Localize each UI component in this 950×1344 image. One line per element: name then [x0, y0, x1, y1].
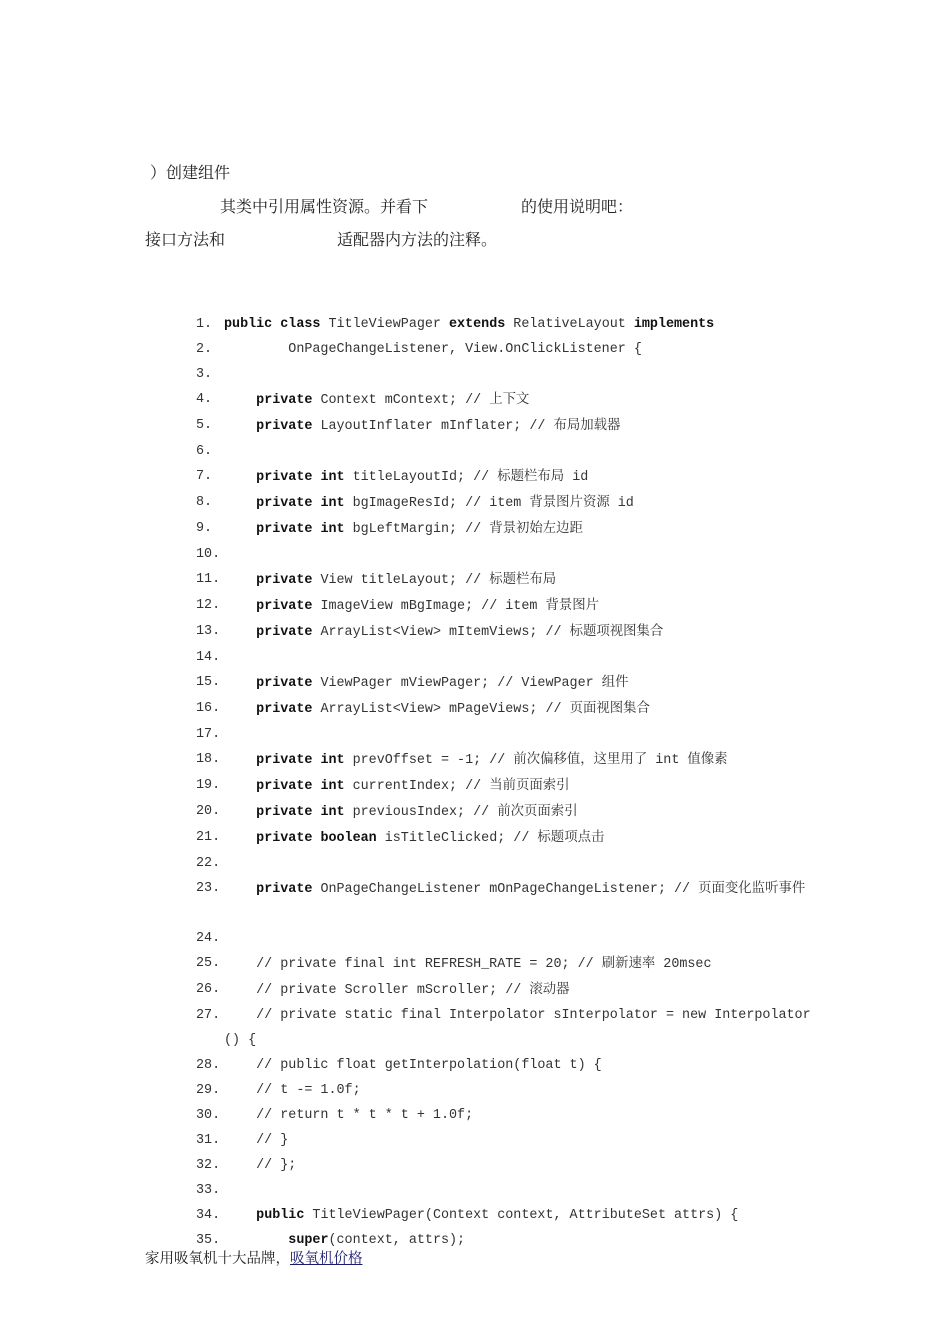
- code-text: [224, 1078, 361, 1103]
- code-token: OnPageChangeListener, View.OnClickListener {: [224, 342, 642, 357]
- code-line: [196, 825, 816, 851]
- code-keyword: private: [256, 599, 313, 614]
- code-token: LayoutInflater mInflater; //: [312, 419, 554, 434]
- code-text: [224, 1003, 816, 1053]
- code-token: [224, 393, 256, 408]
- code-token: // private static final Interpolator sInterpolator = new Interpolator() {: [224, 1008, 811, 1048]
- code-token: [224, 599, 256, 614]
- code-token: // private Scroller mScroller; //: [224, 983, 530, 998]
- code-token: prevOffset = -1; //: [344, 753, 514, 768]
- line-number: 13.: [196, 624, 221, 639]
- code-token: ArrayList<View> mItemViews; //: [312, 625, 570, 640]
- code-line: [196, 799, 816, 825]
- code-text: [224, 876, 805, 926]
- code-text: [224, 387, 529, 413]
- line-number: 5.: [196, 418, 213, 433]
- code-token: // }: [224, 1133, 289, 1148]
- code-token: isTitleClicked; //: [376, 831, 538, 846]
- code-keyword: extends: [449, 317, 506, 332]
- line-number: 31.: [196, 1133, 221, 1148]
- code-comment: 前次偏移值，这里用了: [513, 752, 648, 767]
- code-line: [196, 977, 816, 1003]
- code-line: [196, 645, 816, 670]
- code-comment: 背景图片资源: [529, 495, 610, 510]
- code-line: [196, 1103, 816, 1128]
- line-number: 15.: [196, 675, 221, 690]
- code-text: [224, 619, 663, 645]
- intro-line-1a: 其类中引用属性资源。并看下: [220, 197, 429, 216]
- code-token: // return t * t * t + 1.0f;: [224, 1108, 474, 1123]
- code-token: // t -= 1.0f;: [224, 1083, 361, 1098]
- code-line: [196, 1178, 816, 1203]
- code-line: [196, 951, 816, 977]
- code-text: [224, 1153, 296, 1178]
- code-line: [196, 362, 816, 387]
- code-line: [196, 670, 816, 696]
- code-text: [224, 773, 570, 799]
- code-comment: 背景初始左边距: [489, 521, 583, 536]
- code-keyword: private: [256, 573, 313, 588]
- code-comment: 布局加载器: [553, 418, 621, 433]
- code-comment: 值像素: [687, 752, 728, 767]
- code-keyword: private int: [256, 470, 345, 485]
- code-token: // };: [224, 1158, 297, 1173]
- code-line: [196, 593, 816, 619]
- code-line: [196, 387, 816, 413]
- code-comment: 上下文: [489, 392, 530, 407]
- code-keyword: implements: [633, 317, 715, 332]
- code-line: [196, 1153, 816, 1178]
- code-token: [224, 1208, 256, 1223]
- code-token: [224, 496, 256, 511]
- code-keyword: private: [256, 882, 313, 897]
- code-text: [224, 413, 620, 439]
- code-token: [224, 1233, 288, 1248]
- code-text: [224, 490, 634, 516]
- code-line: [196, 312, 816, 337]
- code-token: Context mContext; //: [312, 393, 490, 408]
- code-line: [196, 542, 816, 567]
- code-keyword: public: [256, 1208, 305, 1223]
- code-text: [224, 516, 583, 542]
- code-token: ArrayList<View> mPageViews; //: [312, 702, 570, 717]
- code-text: [224, 670, 628, 696]
- code-token: bgImageResId; // item: [344, 496, 530, 511]
- code-keyword: private: [256, 419, 313, 434]
- line-number: 25.: [196, 956, 221, 971]
- code-keyword: private boolean: [256, 831, 377, 846]
- line-number: 14.: [196, 650, 221, 665]
- code-text: [224, 312, 714, 337]
- section-heading: ）创建组件: [150, 163, 231, 182]
- code-comment: 标题栏布局: [489, 572, 557, 587]
- code-token: TitleViewPager(Context context, AttributeSet attrs) {: [304, 1208, 739, 1223]
- code-token: TitleViewPager: [320, 317, 450, 332]
- code-token: titleLayoutId; //: [344, 470, 498, 485]
- code-keyword: private int: [256, 496, 345, 511]
- line-number: 17.: [196, 727, 221, 742]
- code-line: [196, 926, 816, 951]
- code-line: [196, 516, 816, 542]
- code-token: previousIndex; //: [344, 805, 498, 820]
- code-token: currentIndex; //: [344, 779, 490, 794]
- code-token: [224, 779, 256, 794]
- line-number: 10.: [196, 547, 221, 562]
- line-number: 33.: [196, 1183, 221, 1198]
- intro-line-1b: 的使用说明吧：: [521, 197, 634, 216]
- code-token: (context, attrs);: [328, 1233, 466, 1248]
- code-text: [224, 337, 642, 362]
- line-number: 20.: [196, 804, 221, 819]
- code-text: [224, 799, 578, 825]
- code-token: ViewPager mViewPager; // ViewPager: [312, 676, 602, 691]
- code-text: [224, 951, 712, 977]
- line-number: 2.: [196, 342, 213, 357]
- line-number: 4.: [196, 392, 213, 407]
- code-line: [196, 747, 816, 773]
- code-keyword: private: [256, 393, 313, 408]
- code-token: [224, 522, 256, 537]
- code-text: [224, 567, 556, 593]
- code-text: [224, 464, 588, 490]
- code-token: // public float getInterpolation(float t) {: [224, 1058, 602, 1073]
- code-line: [196, 1203, 816, 1228]
- code-token: [224, 882, 256, 897]
- intro-line-2a: 接口方法和: [145, 230, 226, 249]
- code-token: [224, 470, 256, 485]
- code-text: [224, 1203, 738, 1228]
- code-line: [196, 722, 816, 747]
- line-number: 16.: [196, 701, 221, 716]
- code-keyword: private int: [256, 522, 345, 537]
- code-comment: 刷新速率: [601, 956, 656, 971]
- code-token: bgLeftMargin; //: [344, 522, 490, 537]
- code-text: [224, 1053, 602, 1078]
- code-comment: 页面视图集合: [569, 701, 650, 716]
- code-line: [196, 567, 816, 593]
- code-line: [196, 619, 816, 645]
- footer-text: 家用吸氧机十大品牌，: [145, 1251, 290, 1267]
- code-listing: [196, 312, 816, 1253]
- line-number: 9.: [196, 521, 213, 536]
- code-token: [224, 676, 256, 691]
- code-text: [224, 825, 604, 851]
- code-line: [196, 1003, 816, 1053]
- code-token: int: [647, 753, 688, 768]
- code-keyword: private: [256, 676, 313, 691]
- line-number: 28.: [196, 1058, 221, 1073]
- code-line: [196, 1053, 816, 1078]
- line-number: 11.: [196, 572, 221, 587]
- code-token: [224, 805, 256, 820]
- line-number: 18.: [196, 752, 221, 767]
- code-text: [224, 593, 599, 619]
- code-comment: 组件: [601, 675, 629, 690]
- code-token: // private final int REFRESH_RATE = 20; //: [224, 957, 602, 972]
- code-comment: 标题项点击: [537, 830, 605, 845]
- code-token: [224, 753, 256, 768]
- code-keyword: private int: [256, 779, 345, 794]
- code-token: OnPageChangeListener mOnPageChangeListener; //: [312, 882, 699, 897]
- line-number: 34.: [196, 1208, 221, 1223]
- code-text: [224, 977, 570, 1003]
- code-text: [224, 1128, 288, 1153]
- line-number: 22.: [196, 856, 221, 871]
- line-number: 19.: [196, 778, 221, 793]
- code-token: [224, 625, 256, 640]
- code-line: [196, 413, 816, 439]
- code-token: [224, 831, 256, 846]
- line-number: 1.: [196, 317, 213, 332]
- intro-line-2b: 适配器内方法的注释。: [337, 230, 498, 249]
- line-number: 26.: [196, 982, 221, 997]
- code-comment: 标题项视图集合: [569, 624, 664, 639]
- code-keyword: super: [288, 1233, 329, 1248]
- code-token: id: [609, 496, 634, 511]
- code-keyword: private: [256, 702, 313, 717]
- line-number: 7.: [196, 469, 213, 484]
- code-comment: 背景图片: [545, 598, 600, 613]
- code-token: ImageView mBgImage; // item: [312, 599, 546, 614]
- code-line: [196, 464, 816, 490]
- code-comment: 标题栏布局: [497, 469, 565, 484]
- code-line: [196, 851, 816, 876]
- line-number: 24.: [196, 931, 221, 946]
- code-line: [196, 1078, 816, 1103]
- code-comment: 当前页面索引: [489, 778, 570, 793]
- line-number: 27.: [196, 1008, 221, 1023]
- code-line: [196, 696, 816, 722]
- code-line: [196, 337, 816, 362]
- code-line: [196, 490, 816, 516]
- line-number: 21.: [196, 830, 221, 845]
- code-token: RelativeLayout: [505, 317, 634, 332]
- code-text: [224, 696, 650, 722]
- code-text: [224, 747, 728, 773]
- code-keyword: private int: [256, 753, 345, 768]
- footer: [145, 1247, 363, 1268]
- code-keyword: private int: [256, 805, 345, 820]
- code-token: View titleLayout; //: [312, 573, 490, 588]
- code-keyword: public class: [224, 317, 321, 332]
- code-token: 20msec: [655, 957, 712, 972]
- code-comment: 前次页面索引: [497, 804, 578, 819]
- line-number: 35.: [196, 1233, 221, 1248]
- code-token: [224, 573, 256, 588]
- line-number: 6.: [196, 444, 213, 459]
- code-line: [196, 439, 816, 464]
- code-keyword: private: [256, 625, 313, 640]
- line-number: 29.: [196, 1083, 221, 1098]
- code-comment: 页面变化监听事件: [698, 881, 806, 896]
- line-number: 3.: [196, 367, 213, 382]
- line-number: 12.: [196, 598, 221, 613]
- line-number: 30.: [196, 1108, 221, 1123]
- code-token: id: [564, 470, 589, 485]
- code-text: [224, 1103, 473, 1128]
- code-line: [196, 1128, 816, 1153]
- code-token: [224, 419, 256, 434]
- code-token: [224, 702, 256, 717]
- footer-link[interactable]: 吸氧机价格: [290, 1251, 363, 1267]
- line-number: 8.: [196, 495, 213, 510]
- code-line: [196, 876, 816, 926]
- line-number: 32.: [196, 1158, 221, 1173]
- code-line: [196, 773, 816, 799]
- line-number: 23.: [196, 881, 221, 896]
- code-comment: 滚动器: [529, 982, 570, 997]
